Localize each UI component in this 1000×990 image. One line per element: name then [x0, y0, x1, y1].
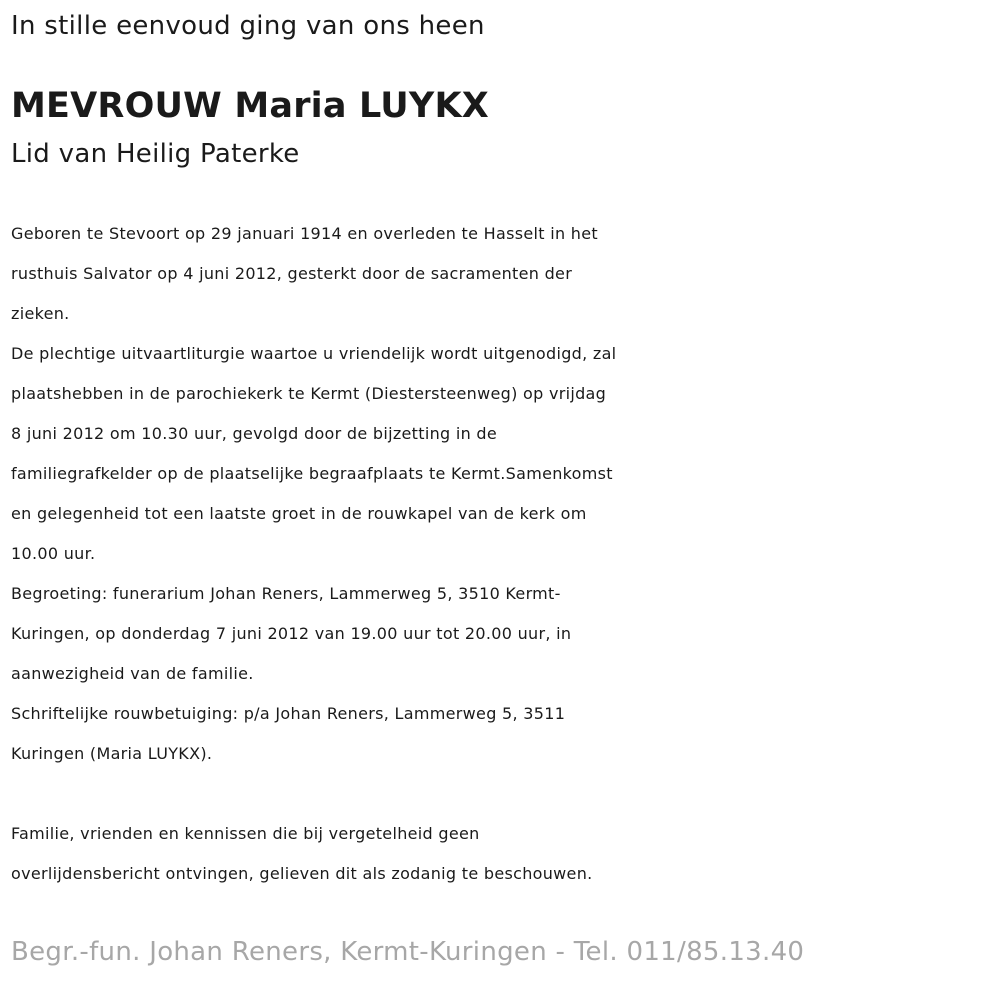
body-line: Kuringen, op donderdag 7 juni 2012 van 19.00 uur tot 20.00 uur, in — [11, 624, 572, 643]
body-line: Begroeting: funerarium Johan Reners, Lammerweg 5, 3510 Kermt- — [11, 584, 561, 603]
paragraph-gap — [11, 774, 991, 814]
body-line: Geboren te Stevoort op 29 januari 1914 en overleden te Hasselt in het — [11, 224, 598, 243]
closing-line: Familie, vrienden en kennissen die bij vergetelheid geen — [11, 824, 480, 843]
body-line: en gelegenheid tot een laatste groet in de rouwkapel van de kerk om — [11, 504, 587, 523]
body-line: 10.00 uur. — [11, 544, 96, 563]
notice-body — [11, 214, 991, 894]
body-line: rusthuis Salvator op 4 juni 2012, gesterkt door de sacramenten der — [11, 264, 573, 283]
intro-line: In stille eenvoud ging van ons heen — [11, 11, 485, 41]
body-line: aanwezigheid van de familie. — [11, 664, 254, 683]
body-line: Kuringen (Maria LUYKX). — [11, 744, 213, 763]
membership-line: Lid van Heilig Paterke — [11, 139, 300, 169]
funeral-home-footer: Begr.-fun. Johan Reners, Kermt-Kuringen - Tel. 011/85.13.40 — [11, 937, 805, 967]
body-line: Schriftelijke rouwbetuiging: p/a Johan Reners, Lammerweg 5, 3511 — [11, 704, 566, 723]
deceased-name: MEVROUW Maria LUYKX — [11, 86, 489, 126]
body-line: familiegrafkelder op de plaatselijke begraafplaats te Kermt.Samenkomst — [11, 464, 613, 483]
body-line: plaatshebben in de parochiekerk te Kermt (Diestersteenweg) op vrijdag — [11, 384, 607, 403]
body-line: 8 juni 2012 om 10.30 uur, gevolgd door de bijzetting in de — [11, 424, 498, 443]
closing-line: overlijdensbericht ontvingen, gelieven dit als zodanig te beschouwen. — [11, 864, 593, 883]
body-line: De plechtige uitvaartliturgie waartoe u vriendelijk wordt uitgenodigd, zal — [11, 344, 617, 363]
body-line: zieken. — [11, 304, 70, 323]
